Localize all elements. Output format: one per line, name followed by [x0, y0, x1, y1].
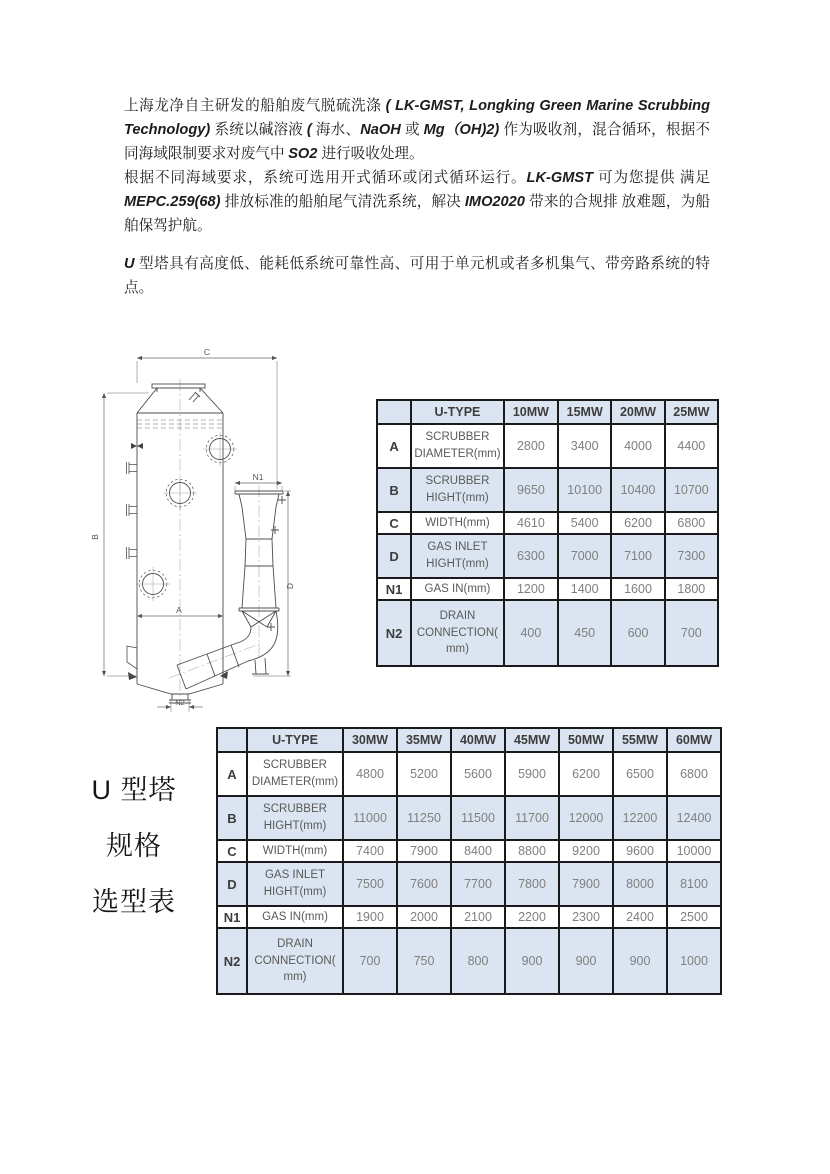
row-key: D — [377, 534, 411, 578]
cell-value: 2800 — [504, 424, 558, 468]
cell-value: 8400 — [451, 840, 505, 862]
row-label: WIDTH(mm) — [247, 840, 343, 862]
intro-text-latin: ( LK-GMST, Longking Green Marine Scrubbing Technology) — [124, 98, 710, 138]
cell-value: 7800 — [505, 862, 559, 906]
row-label: GAS INLET HIGHT(mm) — [247, 862, 343, 906]
cell-value: 11700 — [505, 796, 559, 840]
intro-text: 型塔具有高度低、能耗低系统可靠性高、可用于单元机或者多机集气、带旁路系统的特点。 — [124, 256, 710, 296]
venturi-inlet-pipe — [177, 491, 286, 689]
row-key: N1 — [217, 906, 247, 928]
header-cell-30mw: 30MW — [343, 728, 397, 752]
intro-text-latin: SO2 — [288, 146, 322, 162]
intro-text: 作为吸收剂，混合循环，根据不同海域限制要求对废气中 — [124, 122, 710, 162]
table-row — [217, 862, 721, 906]
intro-paragraph-2 — [124, 166, 710, 238]
intro-text: 上海龙净自主研发的船舶废气脱硫洗涤 — [124, 98, 386, 114]
cell-value: 9600 — [613, 840, 667, 862]
row-label: SCRUBBER HIGHT(mm) — [411, 468, 504, 512]
cell-value: 7000 — [558, 534, 611, 578]
cell-value: 6300 — [504, 534, 558, 578]
row-key: N2 — [217, 928, 247, 994]
cell-value: 8000 — [613, 862, 667, 906]
cell-value: 1200 — [504, 578, 558, 600]
cell-value: 1900 — [343, 906, 397, 928]
cell-value: 5600 — [451, 752, 505, 796]
cell-value: 9200 — [559, 840, 613, 862]
cell-value: 5900 — [505, 752, 559, 796]
cell-value: 1600 — [611, 578, 664, 600]
caption-line-3: 选型表 — [92, 887, 176, 917]
cell-value: 6800 — [665, 512, 718, 534]
dimension-lines — [104, 358, 291, 712]
table-row — [377, 534, 718, 578]
cell-value: 900 — [505, 928, 559, 994]
selection-table-caption — [76, 762, 192, 930]
header-cell-blank — [377, 400, 411, 424]
dim-label-n1: N1 — [252, 472, 264, 482]
intro-text: 海水、 — [315, 122, 361, 138]
row-key: D — [217, 862, 247, 906]
manhole-bottom — [136, 567, 170, 601]
intro-text-latin: Mg（OH)2) — [423, 122, 504, 138]
cell-value: 10000 — [667, 840, 721, 862]
row-label: DRAIN CONNECTION( mm) — [247, 928, 343, 994]
intro-text-latin: U — [124, 256, 140, 272]
cell-value: 900 — [559, 928, 613, 994]
dim-label-d: D — [285, 582, 295, 590]
table-row — [217, 928, 721, 994]
table-row — [377, 424, 718, 468]
row-key: A — [377, 424, 411, 468]
cell-value: 10100 — [558, 468, 611, 512]
cell-value: 2200 — [505, 906, 559, 928]
cell-value: 7100 — [611, 534, 664, 578]
cell-value: 11250 — [397, 796, 451, 840]
intro-text-latin: LK-GMST — [526, 170, 598, 186]
row-label: GAS IN(mm) — [411, 578, 504, 600]
duct-centerline — [169, 643, 262, 678]
cell-value: 4000 — [611, 424, 664, 468]
header-cell-50mw: 50MW — [559, 728, 613, 752]
table-row — [217, 906, 721, 928]
spec-table-10-25mw — [376, 399, 719, 667]
cell-value: 6200 — [559, 752, 613, 796]
table-row — [217, 796, 721, 840]
row-label: DRAIN CONNECTION( mm) — [411, 600, 504, 666]
cell-value: 2300 — [559, 906, 613, 928]
intro-text: 可为您提供 满足 — [597, 170, 710, 186]
row-key: N2 — [377, 600, 411, 666]
cell-value: 7900 — [559, 862, 613, 906]
cell-value: 5400 — [558, 512, 611, 534]
cell-value: 4800 — [343, 752, 397, 796]
intro-text: 或 — [404, 122, 424, 138]
row-key: C — [377, 512, 411, 534]
cell-value: 7500 — [343, 862, 397, 906]
cell-value: 9650 — [504, 468, 558, 512]
table-row — [377, 600, 718, 666]
cell-value: 800 — [451, 928, 505, 994]
row-label: GAS INLET HIGHT(mm) — [411, 534, 504, 578]
cell-value: 900 — [613, 928, 667, 994]
cell-value: 7700 — [451, 862, 505, 906]
table-row — [377, 512, 718, 534]
intro-paragraph-1 — [124, 94, 710, 166]
cell-value: 8800 — [505, 840, 559, 862]
cell-value: 11500 — [451, 796, 505, 840]
header-cell-25mw: 25MW — [665, 400, 718, 424]
cell-value: 4400 — [665, 424, 718, 468]
row-label: GAS IN(mm) — [247, 906, 343, 928]
row-key: A — [217, 752, 247, 796]
intro-text-latin: IMO2020 — [464, 194, 530, 210]
row-label: SCRUBBER HIGHT(mm) — [247, 796, 343, 840]
table-header-row — [377, 400, 718, 424]
dim-label-n2: N2 — [175, 698, 185, 707]
cell-value: 12000 — [559, 796, 613, 840]
cell-value: 7300 — [665, 534, 718, 578]
caption-line-1: U 型塔 — [91, 775, 177, 805]
cell-value: 750 — [397, 928, 451, 994]
cell-value: 1400 — [558, 578, 611, 600]
cell-value: 700 — [665, 600, 718, 666]
caption-line-2: 规格 — [106, 831, 162, 861]
intro-text: 带来的合规排 放难题，为船舶保驾护航。 — [124, 194, 710, 234]
header-cell-55mw: 55MW — [613, 728, 667, 752]
cell-value: 12200 — [613, 796, 667, 840]
header-cell-blank — [217, 728, 247, 752]
table-row — [377, 468, 718, 512]
dim-label-b: B — [90, 534, 100, 540]
header-cell-35mw: 35MW — [397, 728, 451, 752]
cell-value: 1000 — [667, 928, 721, 994]
manhole-top — [203, 432, 237, 466]
row-key: B — [377, 468, 411, 512]
cell-value: 5200 — [397, 752, 451, 796]
cell-value: 7600 — [397, 862, 451, 906]
cell-value: 10400 — [611, 468, 664, 512]
header-cell-15mw: 15MW — [558, 400, 611, 424]
cell-value: 10700 — [665, 468, 718, 512]
header-cell-20mw: 20MW — [611, 400, 664, 424]
spec-table-30-60mw — [216, 727, 722, 995]
cell-value: 6200 — [611, 512, 664, 534]
scrubber-tower-drawing — [85, 343, 385, 715]
cell-value: 450 — [558, 600, 611, 666]
manhole-middle — [163, 476, 197, 510]
table-row — [377, 578, 718, 600]
cell-value: 400 — [504, 600, 558, 666]
intro-text-block — [124, 94, 710, 300]
cell-value: 6500 — [613, 752, 667, 796]
intro-text: 系统以碱溶液 — [214, 122, 307, 138]
intro-text: 排放标准的船舶尾气清洗系统，解决 — [224, 194, 465, 210]
cell-value: 600 — [611, 600, 664, 666]
row-key: B — [217, 796, 247, 840]
row-key: C — [217, 840, 247, 862]
row-label: SCRUBBER DIAMETER(mm) — [247, 752, 343, 796]
cell-value: 7900 — [397, 840, 451, 862]
header-cell-60mw: 60MW — [667, 728, 721, 752]
row-label: WIDTH(mm) — [411, 512, 504, 534]
cell-value: 7400 — [343, 840, 397, 862]
header-cell-40mw: 40MW — [451, 728, 505, 752]
cell-value: 3400 — [558, 424, 611, 468]
cell-value: 700 — [343, 928, 397, 994]
cell-value: 6800 — [667, 752, 721, 796]
cell-value: 12400 — [667, 796, 721, 840]
intro-text: 根据不同海域要求，系统可选用开式循环或闭式循环运行。 — [124, 170, 527, 186]
table-row — [217, 752, 721, 796]
intro-text-latin: NaOH — [360, 122, 405, 138]
cell-value: 8100 — [667, 862, 721, 906]
header-cell-10mw: 10MW — [504, 400, 558, 424]
cell-value: 2000 — [397, 906, 451, 928]
intro-text: 进行吸收处理。 — [321, 146, 424, 162]
cell-value: 1800 — [665, 578, 718, 600]
side-nozzles — [127, 443, 229, 680]
cell-value: 2500 — [667, 906, 721, 928]
header-cell-utype: U-TYPE — [411, 400, 504, 424]
dim-label-a: A — [176, 605, 182, 615]
cell-value: 11000 — [343, 796, 397, 840]
cell-value: 2400 — [613, 906, 667, 928]
header-cell-utype: U-TYPE — [247, 728, 343, 752]
cell-value: 2100 — [451, 906, 505, 928]
row-key: N1 — [377, 578, 411, 600]
table-row — [217, 840, 721, 862]
dim-label-c: C — [203, 347, 211, 357]
table-header-row — [217, 728, 721, 752]
intro-text-latin: MEPC.259(68) — [124, 194, 225, 210]
header-cell-45mw: 45MW — [505, 728, 559, 752]
u-tower-feature-paragraph — [124, 252, 710, 300]
row-label: SCRUBBER DIAMETER(mm) — [411, 424, 504, 468]
intro-text-latin: ( — [306, 122, 316, 138]
cell-value: 4610 — [504, 512, 558, 534]
